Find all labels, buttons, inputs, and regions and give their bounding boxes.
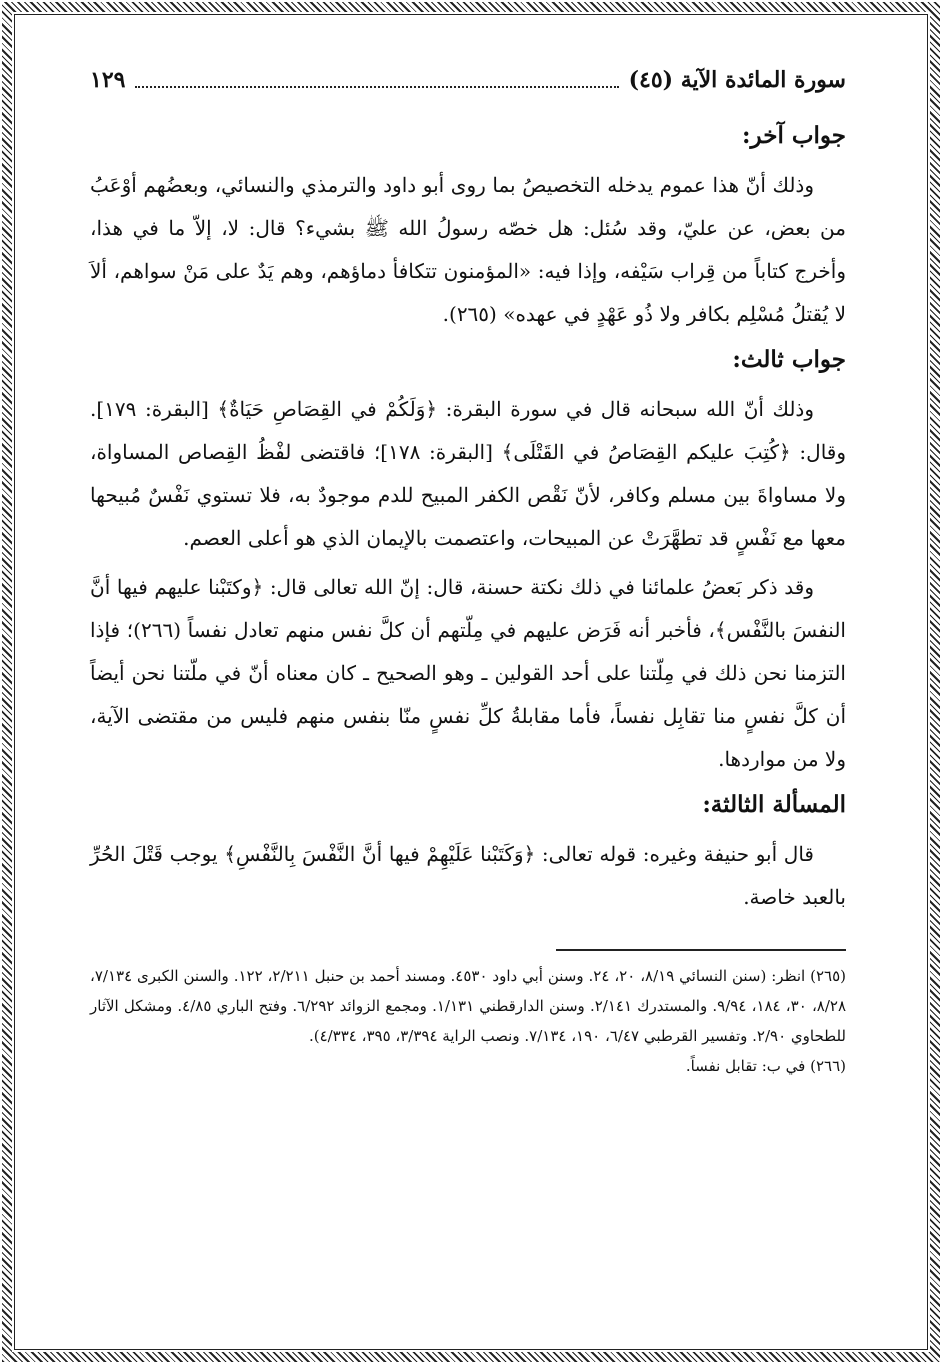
paragraph-1: وذلك أنّ هذا عموم يدخله التخصيصُ بما روى أبو داود والترمذي والنسائي، وبعضُهم أوْعَبُ من بعض، عن عليّ، وقد سُئل: هل خصّه رسولُ الله ﷺ بشيء؟ قال: لا، إلاّ ما في هذا، وأخرج كتاباً من قِراب سَيْفه، وإذا فيه: «المؤمنون تتكافأ دماؤهم، وهم يَدٌ على مَنْ سواهم، ألاَ لا يُقتلُ مُسْلِم بكافر ولا ذُو عَهْدٍ في عهده» (٢٦٥). bbox=[90, 173, 846, 326]
paragraph-4: قال أبو حنيفة وغيره: قوله تعالى: ﴿وَكَتَبْنا عَلَيْهِمْ فيها أنَّ النَّفْسَ بِالنَّفْسِ﴾ يوجب قَتْلَ الحُرِّ بالعبد خاصة. bbox=[90, 842, 846, 909]
section-heading-1: جواب آخر: bbox=[742, 122, 846, 149]
footnote-265: (٢٦٥) انظر: (سنن النسائي ٨/١٩، ٢٠، ٢٤. وسنن أبي داود ٤٥٣٠. ومسند أحمد بن حنبل ٢/٢١١، ١٢٢. والسنن الكبرى ٧/١٣٤، ٨/٢٨، ٣٠، ١٨٤، ٩/٩٤. والمستدرك ٢/١٤١. وسنن الدارقطني ١/١٣١. ومجمع الزوائد ٦/٢٩٢. وفتح الباري ٤/٨٥. ومشكل الآثار للطحاوي ٢/٩٠. وتفسير القرطبي ٦/٤٧، ١٩٠، ٧/١٣٤. ونصب الراية ٣/٣٩٤، ٣٩٥، ٤/٣٣٤). bbox=[90, 967, 847, 1045]
section-heading-3: المسألة الثالثة: bbox=[702, 791, 846, 818]
running-header bbox=[90, 60, 846, 100]
page-number: ١٢٩ bbox=[90, 67, 126, 93]
page-content bbox=[90, 60, 846, 1081]
footnote-separator bbox=[556, 949, 846, 951]
header-title: سورة المائدة الآية (٤٥) bbox=[628, 67, 846, 93]
header-leader-dots bbox=[135, 72, 618, 88]
section-heading-2: جواب ثالث: bbox=[732, 346, 846, 373]
paragraph-3: وقد ذكر بَعضُ علمائنا في ذلك نكتة حسنة، قال: إنّ الله تعالى قال: ﴿وكتَبْنا عليهم فيها أنَّ النفسَ بالنَّفْس﴾، فأخبر أنه فَرَض عليهم في مِلّتهم أن كلَّ نفس منهم تعادل نفساً (٢٦٦)؛ فإذا التزمنا نحن ذلك في مِلّتنا على أحد القولين ـ وهو الصحيح ـ كان معناه أنّ في ملّتنا نحن أيضاً أن كلَّ نفسٍ منا تقابِل نفساً، فأما مقابلةُ كلِّ نفسٍ منّا بنفس منهم فليس من مقتضى الآية، ولا من مواردها. bbox=[90, 575, 846, 771]
paragraph-2: وذلك أنّ الله سبحانه قال في سورة البقرة: ﴿وَلَكُمْ في القِصَاصِ حَيَاةٌ﴾ [البقرة: ١٧٩]. وقال: ﴿كُتِبَ عليكم القِصَاصُ في القَتْلَى﴾ [البقرة: ١٧٨]؛ فاقتضى لفْظُ القِصاص المساواة، ولا مساواةَ بين مسلم وكافر، لأنّ نَقْص الكفر المبيح للدم موجودٌ به، فلا تستوي نَفْسٌ مُبيحها معها مع نَفْسٍ قد تطهَّرَتْ عن المبيحات، واعتصمت بالإيمان الذي هو أعلى العصم. bbox=[90, 397, 847, 550]
footnote-266: (٢٦٦) في ب: تقابل نفساً. bbox=[685, 1057, 846, 1075]
